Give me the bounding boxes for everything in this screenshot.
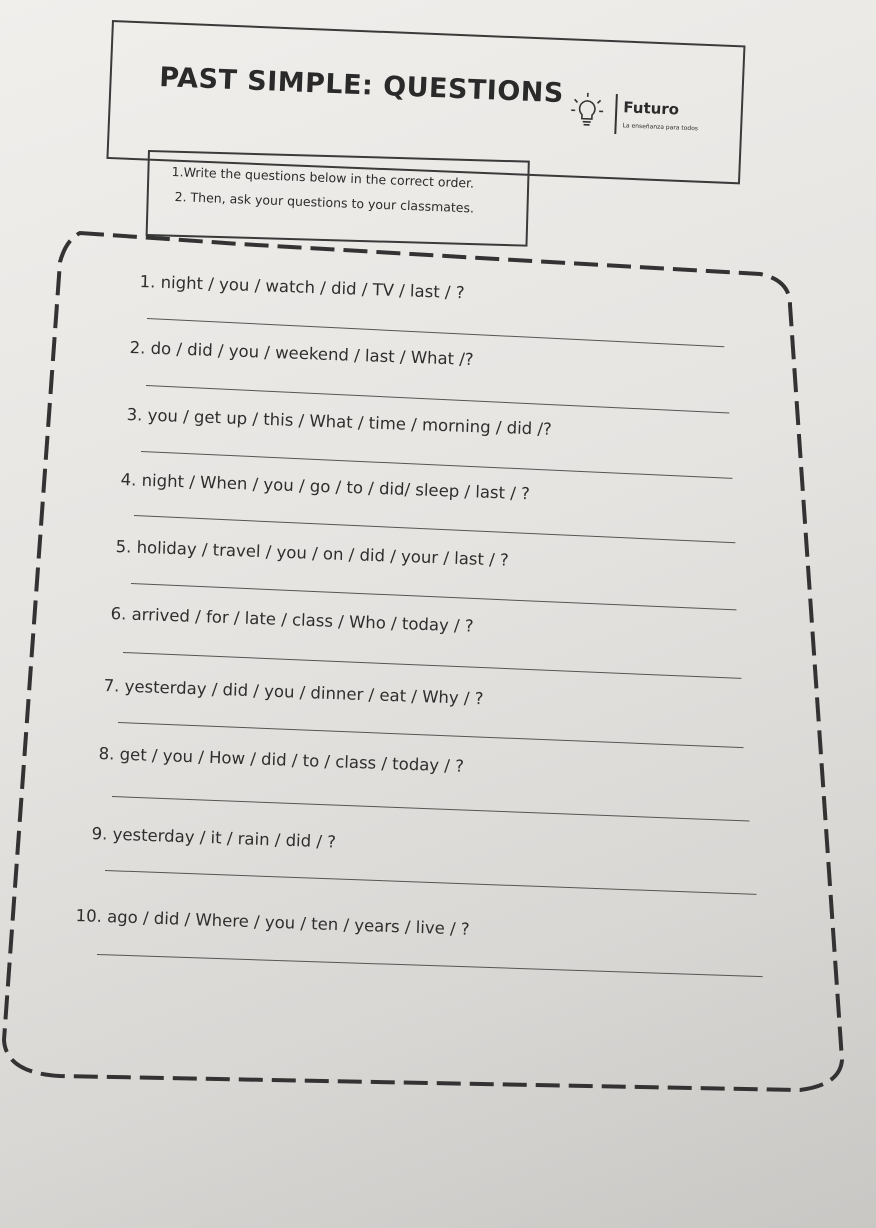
question-5: 5. holiday / travel / you / on / did / your / last / ? <box>115 537 510 570</box>
question-9: 9. yesterday / it / rain / did / ? <box>91 824 337 852</box>
instruction-line-2: 2. Then, ask your questions to your classmates. <box>174 189 475 216</box>
instruction-line-1: 1.Write the questions below in the correct order. <box>171 164 475 191</box>
question-8: 8. get / you / How / did / to / class / today / ? <box>98 744 465 776</box>
question-1: 1. night / you / watch / did / TV / last / ? <box>139 272 465 303</box>
question-10: 10. ago / did / Where / you / ten / years / live / ? <box>75 906 470 939</box>
question-6: 6. arrived / for / late / class / Who / today / ? <box>110 604 474 636</box>
question-7: 7. yesterday / did / you / dinner / eat / Why / ? <box>103 676 484 709</box>
brand-name: Futuro <box>622 98 680 119</box>
question-3: 3. you / get up / this / What / time / morning / did /? <box>126 405 553 439</box>
page-title: PAST SIMPLE: QUESTIONS <box>158 62 565 110</box>
question-4: 4. night / When / you / go / to / did/ sleep / last / ? <box>120 470 531 504</box>
question-2: 2. do / did / you / weekend / last / What /? <box>129 338 474 369</box>
brand-tagline: La enseñanza para todos <box>622 122 699 133</box>
